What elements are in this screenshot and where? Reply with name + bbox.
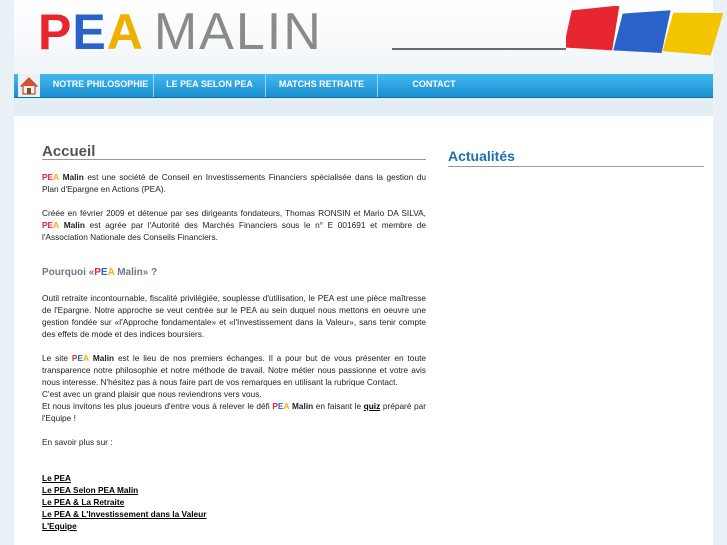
founding-text-a: Créée en février 2009 et détenue par ses dirigeants fondateurs, Thomas RONSIN et Mario DA SILVA, (42, 208, 426, 218)
nav-contact[interactable]: CONTACT (412, 79, 456, 89)
main-column (42, 143, 427, 532)
site-text-a: Le site (42, 353, 72, 363)
site-text-e: préparé par l'Equipe ! (42, 401, 427, 423)
brand-malin: Malin (117, 267, 143, 278)
nav-matchs-retraite[interactable]: MATCHS RETRAITE (266, 74, 378, 97)
brand-e: E (100, 267, 108, 278)
brand-a: A (53, 172, 60, 182)
link-pea-retraite[interactable]: Le PEA & La Retraite (42, 497, 125, 507)
logo-letter-e: E (72, 4, 107, 60)
learn-more-links (42, 472, 426, 532)
approach-paragraph: Outil retraite incontournable, fiscalité privilégiée, souplesse d'utilisation, le PEA est une pièce maîtresse de l'Epargne. Notre approche se veut centrée sur le PEA au sein duquel nous mettons en oeuvre une gestion fondée sur «l'Approche fondamentale» et «l'Investissement dans la Valeur», sans tenir compte des effets de mode et des indices boursiers. (42, 293, 426, 339)
why-heading (42, 267, 426, 279)
brand-a: A (53, 220, 60, 230)
page-title: Accueil (42, 146, 426, 160)
home-icon (20, 77, 38, 95)
link-equipe[interactable]: L'Equipe (42, 521, 77, 531)
brand-a: A (283, 401, 290, 411)
logo-tiles-icon (566, 6, 726, 56)
site-logo[interactable] (38, 3, 323, 61)
learn-more-label: En savoir plus sur : (42, 437, 113, 447)
why-suffix: » ? (142, 267, 158, 278)
brand-e: E (277, 401, 284, 411)
logo-underline (392, 48, 566, 50)
nav-notre-philosophie[interactable]: NOTRE PHILOSOPHIE (48, 74, 154, 97)
brand-a: A (82, 353, 89, 363)
quiz-link[interactable]: quiz (363, 401, 381, 411)
home-button[interactable] (18, 74, 40, 97)
brand-malin: Malin (62, 172, 84, 182)
brand-pe: PE (42, 220, 54, 230)
link-le-pea[interactable]: Le PEA (42, 473, 72, 483)
logo-letter-p: P (38, 4, 73, 60)
intro-text: est une société de Conseil en Investissements Financiers spécialisée dans la gestion du Plan d'Epargne en Actions (PEA). (42, 172, 426, 194)
brand-malin: Malin (63, 220, 85, 230)
intro-paragraph (42, 171, 426, 195)
brand-p: P (272, 401, 278, 411)
link-pea-investissement-valeur[interactable]: Le PEA & L'Investissement dans la Valeur (42, 509, 207, 519)
nav-pea-selon-pea-malin[interactable]: LE PEA SELON PEA (154, 74, 266, 97)
brand-e: E (77, 353, 83, 363)
logo-malin: MALIN (153, 3, 323, 61)
link-pea-selon-pea-malin[interactable]: Le PEA Selon PEA Malin (42, 485, 139, 495)
founding-paragraph (42, 207, 426, 243)
brand-a: A (107, 267, 115, 278)
brand-malin: Malin (292, 401, 314, 411)
logo-letter-a: A (106, 4, 144, 60)
site-text-line2: C'est avec un grand plaisir que nous reviendrons vers vous. (42, 389, 262, 399)
site-text-d: en faisant le (313, 401, 364, 411)
founding-text-b: est agrée par l'Autorité des Marchés Financiers sous le n° E 001691 et membre de l'Association Nationale des Conseils Financiers. (42, 220, 426, 242)
content-area (14, 116, 713, 545)
frame-right (713, 0, 727, 545)
brand-pe: PE (42, 172, 54, 182)
main-nav (14, 74, 713, 98)
news-title: Actualités (448, 148, 704, 167)
site-text-c: Et nous invitons les plus joueurs d'entre vous à relever le défi (42, 401, 273, 411)
brand-p: P (71, 353, 78, 363)
site-paragraph (42, 352, 426, 424)
site-text-b: est le lieu de nos premiers échanges. Il a pour but de vous présenter en toute transparence notre philosophie et notre méthode de travail. Notre métier nous passionne et votre avis nous interesse. N'hésitez pas à nous faire part de vos remarques en utilisant la rubrique Contact. (42, 353, 426, 387)
why-prefix: Pourquoi « (42, 267, 95, 278)
brand-malin: Malin (92, 353, 115, 363)
brand-p: P (94, 267, 101, 278)
news-column (448, 148, 704, 167)
frame-left (0, 0, 14, 545)
sub-nav-bar (14, 98, 713, 116)
header (14, 0, 713, 74)
